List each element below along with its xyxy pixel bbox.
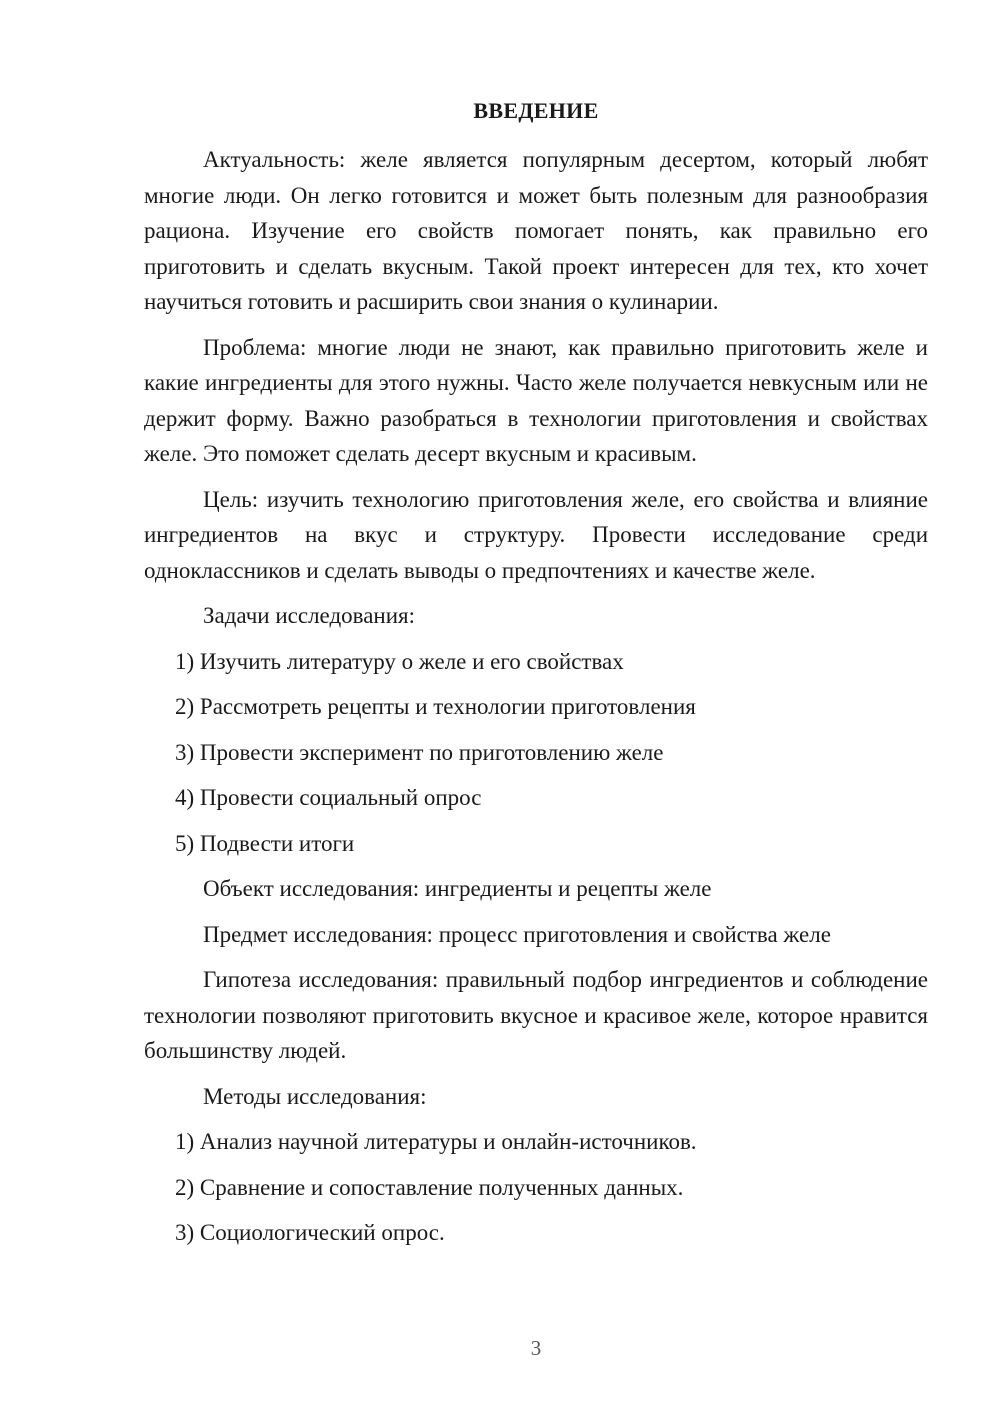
hypothesis-paragraph: Гипотеза исследования: правильный подбор ингредиентов и соблюдение технологии позволяют приготовить вкусное и красивое желе, которое нравится большинству людей. — [144, 967, 928, 1063]
problem-paragraph: Проблема: многие люди не знают, как правильно приготовить желе и какие ингредиенты для этого нужны. Часто желе получается невкусным или не держит форму. Важно разобраться в технологии приготовления и свойствах желе. Это поможет сделать десерт вкусным и красивым. — [144, 334, 928, 466]
subject-paragraph: Предмет исследования: процесс приготовления и свойства желе — [203, 921, 831, 947]
list-item: 3) Социологический опрос. — [175, 1220, 445, 1245]
relevance-paragraph: Актуальность: желе является популярным десертом, который любят многие люди. Он легко готовится и может быть полезным для разнообразия рациона. Изучение его свойств помогает понять, как правильно его приготовить и сделать вкусным. Такой проект интересен для тех, кто хочет научиться готовить и расширить свои знания о кулинарии. — [144, 147, 928, 314]
list-item: 2) Сравнение и сопоставление полученных данных. — [175, 1174, 684, 1200]
methods-heading: Методы исследования: — [203, 1083, 427, 1109]
list-item: 5) Подвести итоги — [175, 830, 355, 856]
list-item: 3) Провести эксперимент по приготовлению желе — [175, 739, 664, 765]
tasks-heading: Задачи исследования: — [203, 603, 416, 628]
list-item: 1) Изучить литературу о желе и его свойствах — [175, 648, 624, 674]
page-title: ВВЕДЕНИЕ — [473, 98, 599, 123]
list-item: 4) Провести социальный опрос — [175, 785, 482, 810]
list-item: 2) Рассмотреть рецепты и технологии приготовления — [175, 694, 696, 719]
tasks-list — [144, 644, 928, 862]
page-number: 3 — [530, 1336, 542, 1360]
goal-paragraph: Цель: изучить технологию приготовления желе, его свойства и влияние ингредиентов на вкус и структуру. Провести исследование среди одноклассников и сделать выводы о предпочтениях и качестве желе. — [144, 486, 928, 583]
object-paragraph: Объект исследования: ингредиенты и рецепты желе — [203, 876, 712, 901]
methods-list — [144, 1124, 928, 1251]
document-page — [144, 0, 928, 1414]
list-item: 1) Анализ научной литературы и онлайн-источников. — [175, 1129, 697, 1154]
page-body — [144, 142, 928, 1251]
